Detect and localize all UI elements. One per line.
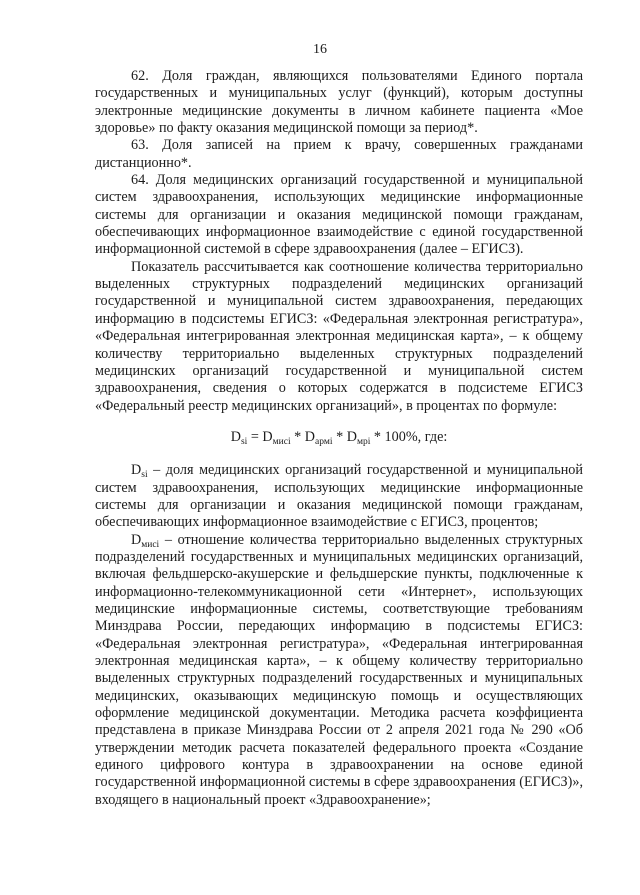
formula-multiply: * xyxy=(332,428,347,445)
definition-dsi-text: – доля медицинских организаций государственной и муниципальной систем здравоохранения, использующих медицинские информационные системы для организации и оказания медицинской помощи гражданам, обеспечивающих информационное взаимодействие с ЕГИСЗ, процентов; xyxy=(95,462,583,531)
formula-si-subscript: si xyxy=(240,436,248,447)
definition-dmisi-symbol: D xyxy=(131,531,142,548)
paragraph-64: 64. Доля медицинских организаций государственной и муниципальной систем здравоохранения, использующих медицинские информационные системы для организации и оказания медицинской помощи гражданам, обеспечивающих информационное взаимодействие с единой государственной информационной системой в сфере здравоохранения (далее – ЕГИСЗ). xyxy=(95,172,583,258)
paragraph-63: 63. Доля записей на прием к врачу, совершенных гражданами дистанционно*. xyxy=(95,137,583,171)
paragraph-62: 62. Доля граждан, являющихся пользователями Единого портала государственных и муниципальных услуг (функций), которым доступны электронные медицинские документы в личном кабинете пациента «Мое здоровье» по факту оказания медицинской помощи за период*. xyxy=(95,68,583,137)
formula-armi-subscript: армі xyxy=(315,436,333,447)
definition-dmisi-text: – отношение количества территориально выделенных структурных подразделений государственных и муниципальных медицинских организаций, включая фельдшерско-акушерские и фельдшерские пункты, подключенные к информационно-телекоммуникационной сети «Интернет», использующих медицинские информационные системы, соответствующие требованиям Минздрава России, передающих информацию в подсистемы ЕГИСЗ: «Федеральная электронная регистратура», «Федеральная интегрированная электронная медицинская карта», – к общему количеству территориально выделенных структурных подразделений государственных и муниципальных медицинских, оказывающих медицинскую помощь и осуществляющих оформление медицинской документации. Методика расчета коэффициента представлена в приказе Минздрава России от 2 апреля 2021 года № 290 «Об утверждении методик расчета показателей федерального проекта «Создание единого цифрового контура в здравоохранении на основе единой государственной информационной системы в сфере здравоохранения (ЕГИСЗ)», входящего в национальный проект «Здравоохранение»; xyxy=(95,531,583,808)
formula-mpi-subscript: мрі xyxy=(356,436,371,447)
definition-dsi-symbol: D xyxy=(131,462,142,479)
definition-dmisi xyxy=(95,532,583,810)
formula-multiply: * xyxy=(290,428,305,445)
formula-equals: = xyxy=(247,428,263,445)
document-body xyxy=(95,68,583,809)
paragraph-calculation: Показатель рассчитывается как соотношение количества территориально выделенных структурных подразделений медицинских организаций государственной и муниципальной систем здравоохранения, передающих информацию в подсистемы ЕГИСЗ: «Федеральная электронная регистратура», «Федеральная интегрированная электронная медицинская карта», – к общему количеству территориально выделенных структурных подразделений медицинских организаций государственной и муниципальной систем здравоохранения, сведения о которых содержатся в подсистеме ЕГИСЗ «Федеральный реестр медицинских организаций», в процентах по формуле: xyxy=(95,258,583,414)
page-number: 16 xyxy=(313,42,327,57)
formula-d-symbol: D xyxy=(230,428,241,445)
definition-dmisi-subscript: мисі xyxy=(141,539,160,550)
formula-d-symbol: D xyxy=(262,428,273,445)
formula xyxy=(95,429,583,446)
formula-d-symbol: D xyxy=(304,428,316,445)
formula-misi-subscript: мисі xyxy=(272,436,291,447)
definition-dsi-subscript: si xyxy=(141,470,148,481)
formula-d-symbol: D xyxy=(346,428,357,445)
definition-dsi xyxy=(95,462,583,531)
formula-tail: * 100%, где: xyxy=(370,428,448,445)
